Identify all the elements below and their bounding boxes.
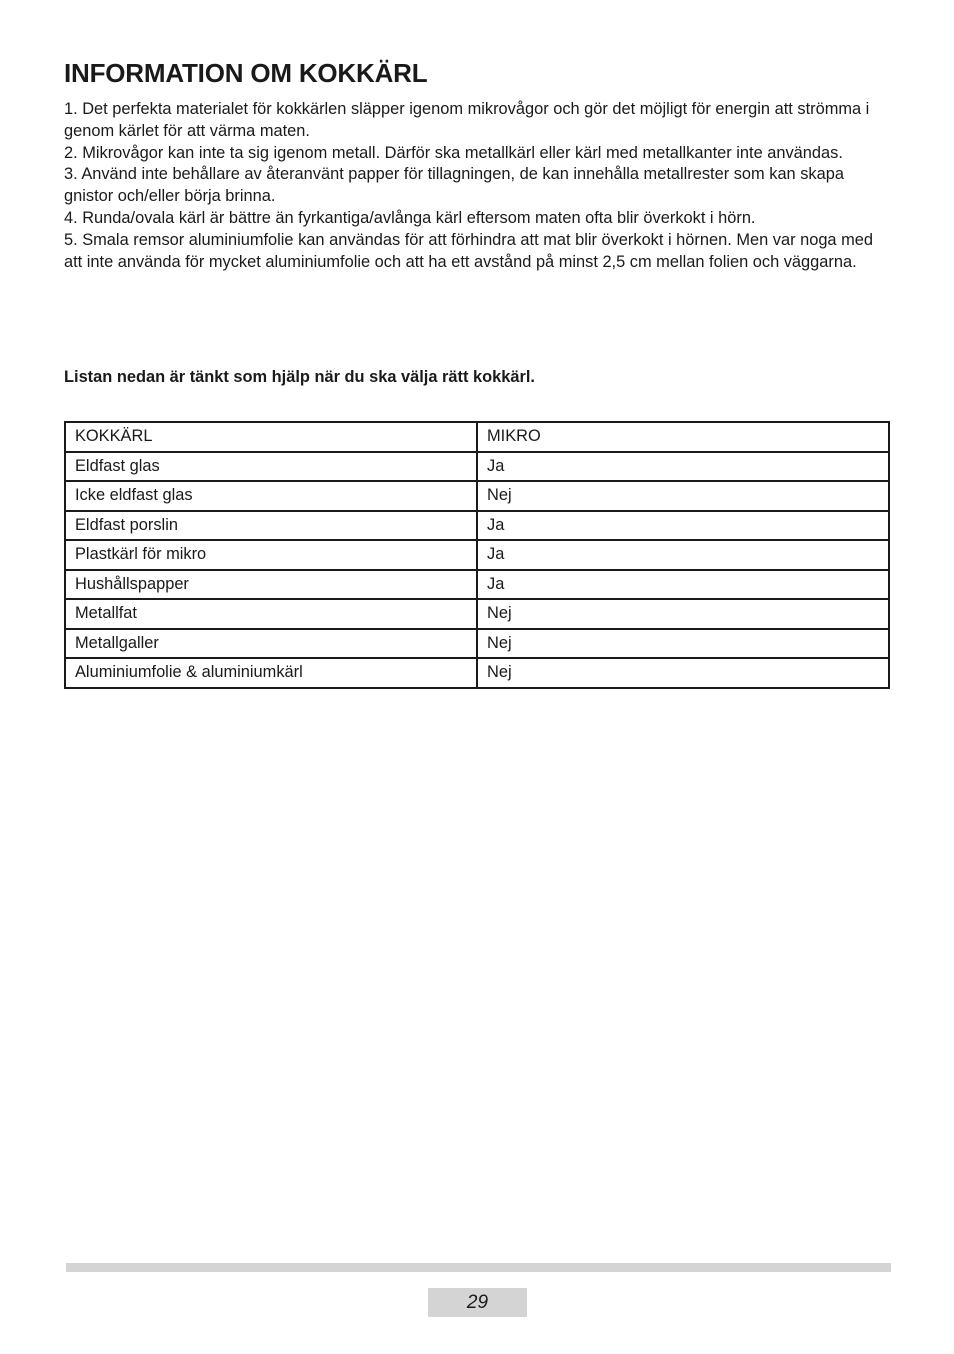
intro-item: 5. Smala remsor aluminiumfolie kan användas för att förhindra att mat blir överkokt i hörnen. Men var noga med att inte använda för mycket aluminiumfolie och att ha ett avstånd på minst 2,5 cm mellan folien och väggarna. [64, 230, 873, 271]
table-row [65, 658, 889, 688]
table-header-row [65, 422, 889, 452]
table-row [65, 540, 889, 570]
table-row [65, 452, 889, 482]
table-cell: Eldfast glas [65, 452, 477, 482]
table-cell: Ja [477, 540, 889, 570]
table-header-cell: KOKKÄRL [65, 422, 477, 452]
intro-item: 4. Runda/ovala kärl är bättre än fyrkantiga/avlånga kärl eftersom maten ofta blir överkokt i hörn. [64, 208, 756, 227]
table-row [65, 629, 889, 659]
table-cell: Nej [477, 658, 889, 688]
page-number: 29 [428, 1288, 527, 1317]
table-cell: Nej [477, 481, 889, 511]
intro-item: 3. Använd inte behållare av återanvänt papper för tillagningen, de kan innehålla metallrester som kan skapa gnistor och/eller börja brinna. [64, 165, 844, 206]
footer-divider [66, 1263, 891, 1272]
table-row [65, 599, 889, 629]
intro-list [64, 99, 894, 273]
table-cell: Plastkärl för mikro [65, 540, 477, 570]
table-row [65, 511, 889, 541]
table-cell: Ja [477, 452, 889, 482]
table-cell: Ja [477, 570, 889, 600]
table-cell: Icke eldfast glas [65, 481, 477, 511]
table-cell: Eldfast porslin [65, 511, 477, 541]
intro-item: 2. Mikrovågor kan inte ta sig igenom metall. Därför ska metallkärl eller kärl med metallkanter inte användas. [64, 143, 843, 162]
table-cell: Aluminiumfolie & aluminiumkärl [65, 658, 477, 688]
table-cell: Nej [477, 629, 889, 659]
page-title: INFORMATION OM KOKKÄRL [64, 58, 428, 88]
table-lead-text: Listan nedan är tänkt som hjälp när du ska välja rätt kokkärl. [64, 368, 535, 386]
cookware-table [64, 421, 890, 689]
table-cell: Nej [477, 599, 889, 629]
intro-item: 1. Det perfekta materialet för kokkärlen släpper igenom mikrovågor och gör det möjligt för energin att strömma i genom kärlet för att värma maten. [64, 100, 870, 140]
table-row [65, 570, 889, 600]
table-cell: Metallgaller [65, 629, 477, 659]
table-cell: Metallfat [65, 599, 477, 629]
table-row [65, 481, 889, 511]
table-cell: Hushållspapper [65, 570, 477, 600]
table-header-cell: MIKRO [477, 422, 889, 452]
table-cell: Ja [477, 511, 889, 541]
